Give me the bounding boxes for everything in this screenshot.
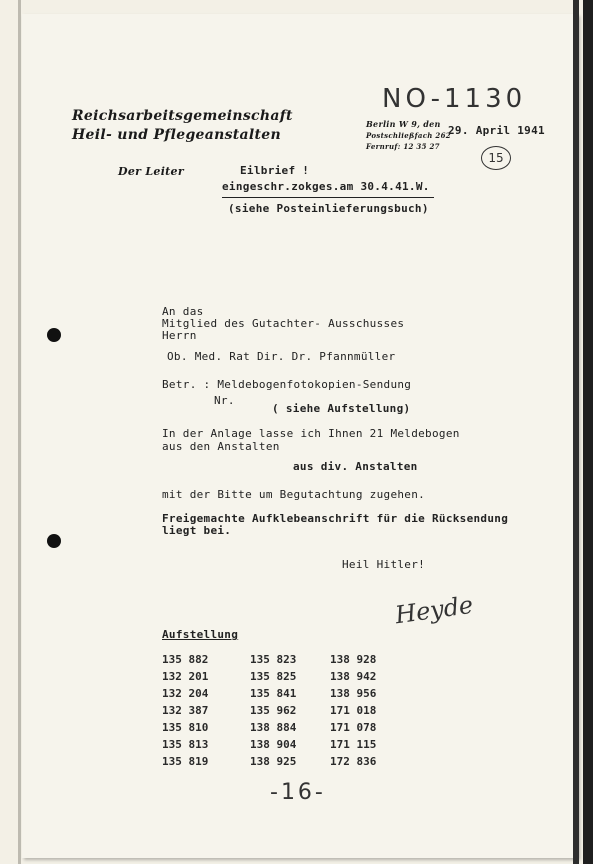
list-item: 138 942 xyxy=(330,670,377,683)
dispatch-rule xyxy=(222,197,434,198)
body-line5: Freigemachte Aufklebeanschrift für die Rücksendung xyxy=(162,512,509,525)
punch-hole-top xyxy=(47,328,61,342)
page-number: -16- xyxy=(270,780,326,805)
dispatch-registered: eingeschr.zokges.am 30.4.41.W. xyxy=(222,180,430,193)
list-item: 138 925 xyxy=(250,755,297,768)
subject-note: ( siehe Aufstellung) xyxy=(272,402,411,415)
list-column-1 xyxy=(162,651,208,770)
list-item: 138 884 xyxy=(250,721,297,734)
subject-nr: Nr. xyxy=(214,394,235,407)
list-item: 135 823 xyxy=(250,653,297,666)
body-line2: aus den Anstalten xyxy=(162,440,280,453)
org-name-line2: Heil- und Pflegeanstalten xyxy=(72,127,281,143)
org-name-line1: Reichsarbeitsgemeinschaft xyxy=(72,108,293,124)
dispatch-note: (siehe Posteinlieferungsbuch) xyxy=(228,202,429,215)
list-item: 135 841 xyxy=(250,687,297,700)
address-city: Berlin W 9, den xyxy=(366,119,441,129)
body-line4: mit der Bitte um Begutachtung zugehen. xyxy=(162,488,426,501)
signature: Heyde xyxy=(393,590,475,630)
list-item: 135 962 xyxy=(250,704,297,717)
list-item: 135 819 xyxy=(162,755,209,768)
list-column-2 xyxy=(250,651,296,770)
recipient-line1: An das xyxy=(162,305,204,318)
list-item: 138 928 xyxy=(330,653,377,666)
list-item: 171 115 xyxy=(330,738,377,751)
list-item: 135 825 xyxy=(250,670,297,683)
list-item: 135 882 xyxy=(162,653,209,666)
address-phone: Fernruf: 12 35 27 xyxy=(366,142,440,151)
punch-hole-bottom xyxy=(47,534,61,548)
leader-label: Der Leiter xyxy=(118,165,184,178)
recipient-name: Ob. Med. Rat Dir. Dr. Pfannmüller xyxy=(167,350,396,363)
body-line6: liegt bei. xyxy=(162,524,232,537)
list-item: 138 956 xyxy=(330,687,377,700)
body-line3: aus div. Anstalten xyxy=(293,460,418,473)
scan-border xyxy=(583,0,593,864)
document-number: NO-1130 xyxy=(382,84,527,114)
list-column-3 xyxy=(330,651,376,770)
list-item: 135 813 xyxy=(162,738,209,751)
list-item: 132 204 xyxy=(162,687,209,700)
list-item: 171 018 xyxy=(330,704,377,717)
list-item: 135 810 xyxy=(162,721,209,734)
page-edge-right xyxy=(573,0,579,864)
list-item: 132 201 xyxy=(162,670,209,683)
list-item: 138 904 xyxy=(250,738,297,751)
closing: Heil Hitler! xyxy=(342,558,426,571)
subject-line: Betr. : Meldebogenfotokopien-Sendung xyxy=(162,378,412,391)
dispatch-express: Eilbrief ! xyxy=(240,164,310,177)
page-edge-left xyxy=(18,0,21,864)
list-item: 132 387 xyxy=(162,704,209,717)
list-item: 172 836 xyxy=(330,755,377,768)
recipient-line3: Herrn xyxy=(162,329,197,342)
list-heading: Aufstellung xyxy=(162,628,239,641)
circled-number: 15 xyxy=(481,146,511,170)
recipient-line2: Mitglied des Gutachter- Ausschusses xyxy=(162,317,405,330)
list-item: 171 078 xyxy=(330,721,377,734)
body-line1: In der Anlage lasse ich Ihnen 21 Meldebogen xyxy=(162,427,460,440)
address-postbox: Postschließfach 262 xyxy=(366,131,451,140)
letter-date: 29. April 1941 xyxy=(448,124,545,137)
